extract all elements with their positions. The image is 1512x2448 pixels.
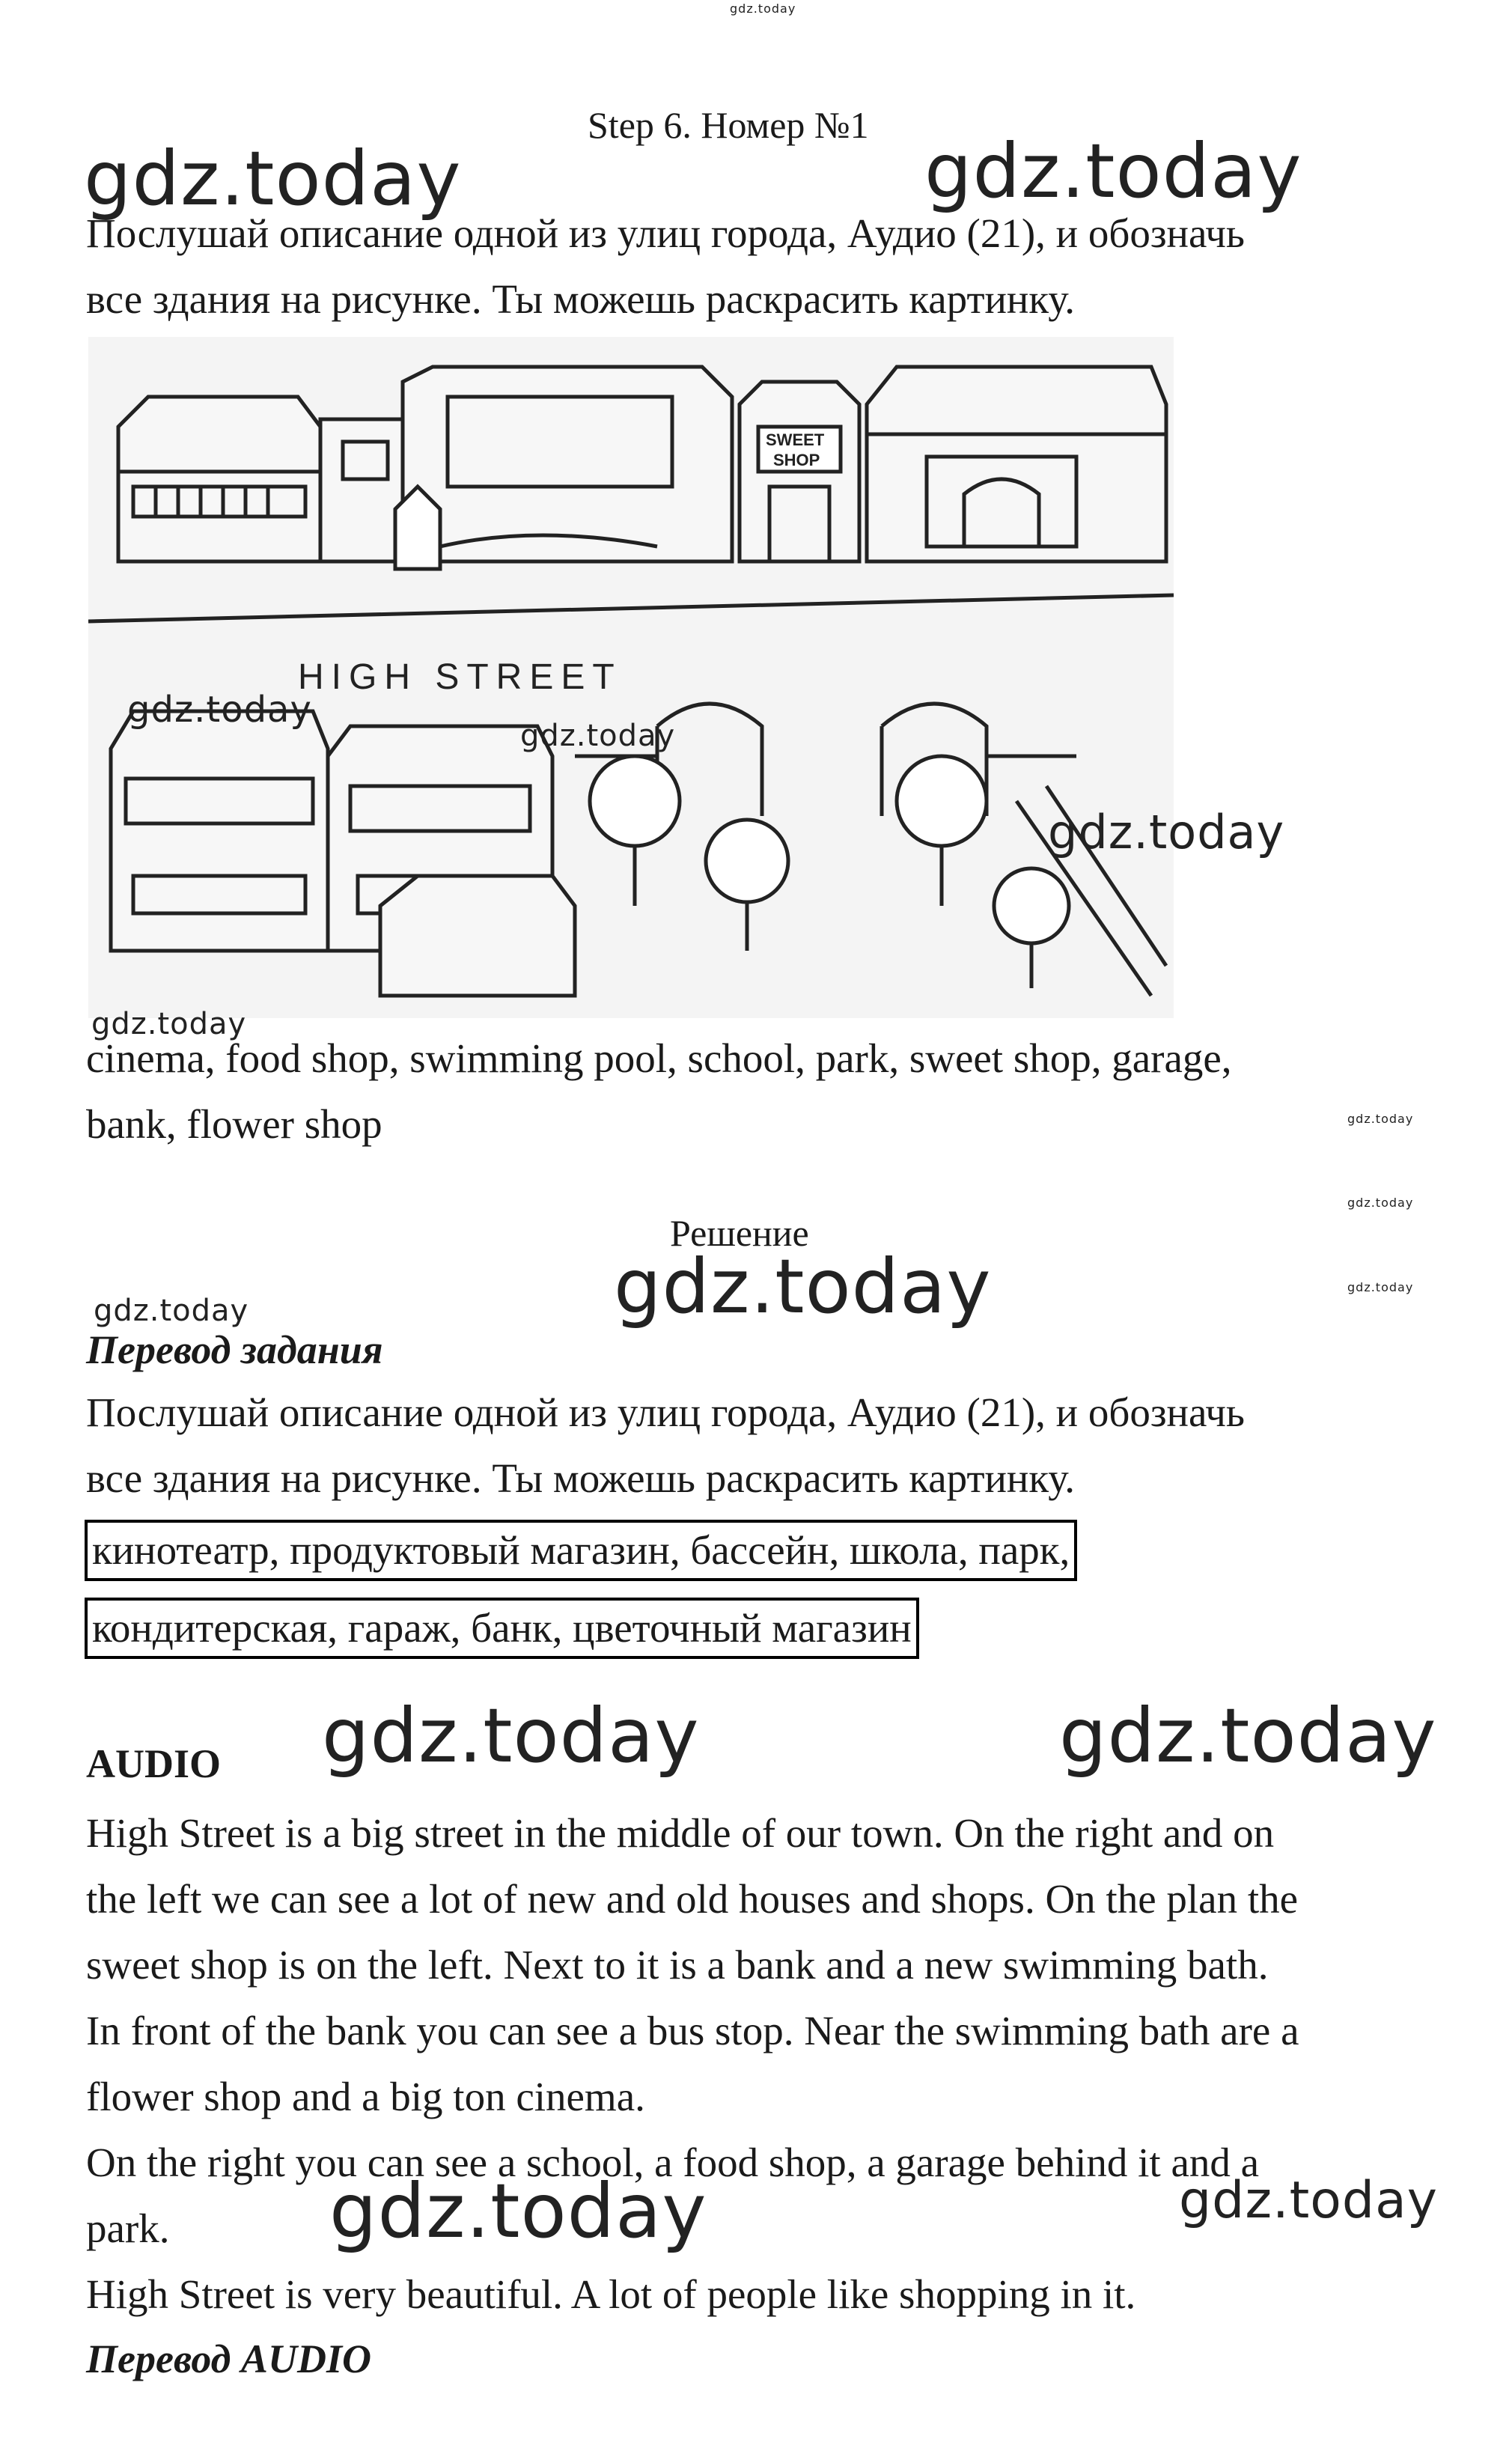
audio-line: the left we can see a lot of new and old houses and shops. On the plan the [86,1876,1299,1922]
audio-heading: AUDIO [86,1741,222,1786]
words-line-1: cinema, food shop, swimming pool, school, park, sweet shop, garage, [86,1035,1232,1081]
audio-line: High Street is very beautiful. A lot of people like shopping in it. [86,2271,1136,2317]
audio-line: park. [86,2205,170,2251]
watermark: gdz.today [84,135,462,222]
watermark: gdz.today [520,719,676,753]
watermark: gdz.today [91,1007,247,1041]
shop-sign-line-1: SWEET [766,430,825,449]
watermark: gdz.today [1059,1692,1437,1779]
audio-line: On the right you can see a school, a food shop, a garage behind it and a [86,2140,1260,2185]
translation-line-2: все здания на рисунке. Ты можешь раскрасить картинку. [86,1455,1076,1501]
audio-line: High Street is a big street in the middle of our town. On the right and on [86,1810,1275,1856]
watermark: gdz.today [329,2167,707,2255]
audio-line: flower shop and a big ton cinema. [86,2074,645,2119]
watermark: gdz.today [127,689,312,731]
watermark: gdz.today [1347,1196,1414,1210]
task-line-1: Послушай описание одной из улиц города, Аудио (21), и обозначь [86,210,1245,256]
street-illustration [88,337,1174,1018]
watermark: gdz.today [322,1692,700,1779]
task-line-2: все здания на рисунке. Ты можешь раскрасить картинку. [86,276,1076,322]
watermark: gdz.today [1179,2171,1438,2230]
translation-heading: Перевод задания [86,1327,383,1372]
translation-box-2: кондитерская, гараж, банк, цветочный магазин [85,1598,919,1659]
audio-line: In front of the bank you can see a bus stop. Near the swimming bath are a [86,2008,1299,2053]
page-title: Step 6. Номер №1 [588,104,869,146]
street-sign: HIGH STREET [298,657,622,697]
translation-box-1: кинотеатр, продуктовый магазин, бассейн, школа, парк, [85,1520,1077,1581]
watermark: gdz.today [614,1243,992,1330]
watermark: gdz.today [924,127,1302,215]
translation-line-1: Послушай описание одной из улиц города, Аудио (21), и обозначь [86,1389,1245,1435]
words-line-2: bank, flower shop [86,1101,382,1147]
solution-heading: Решение [670,1212,809,1254]
watermark: gdz.today [94,1294,249,1328]
header-watermark: gdz.today [730,1,796,16]
watermark: gdz.today [1048,805,1285,859]
audio-translation-heading: Перевод AUDIO [86,2336,371,2381]
watermark: gdz.today [1347,1112,1414,1126]
watermark: gdz.today [1347,1280,1414,1294]
shop-sign-line-2: SHOP [773,451,820,469]
audio-line: sweet shop is on the left. Next to it is a bank and a new swimming bath. [86,1942,1269,1988]
